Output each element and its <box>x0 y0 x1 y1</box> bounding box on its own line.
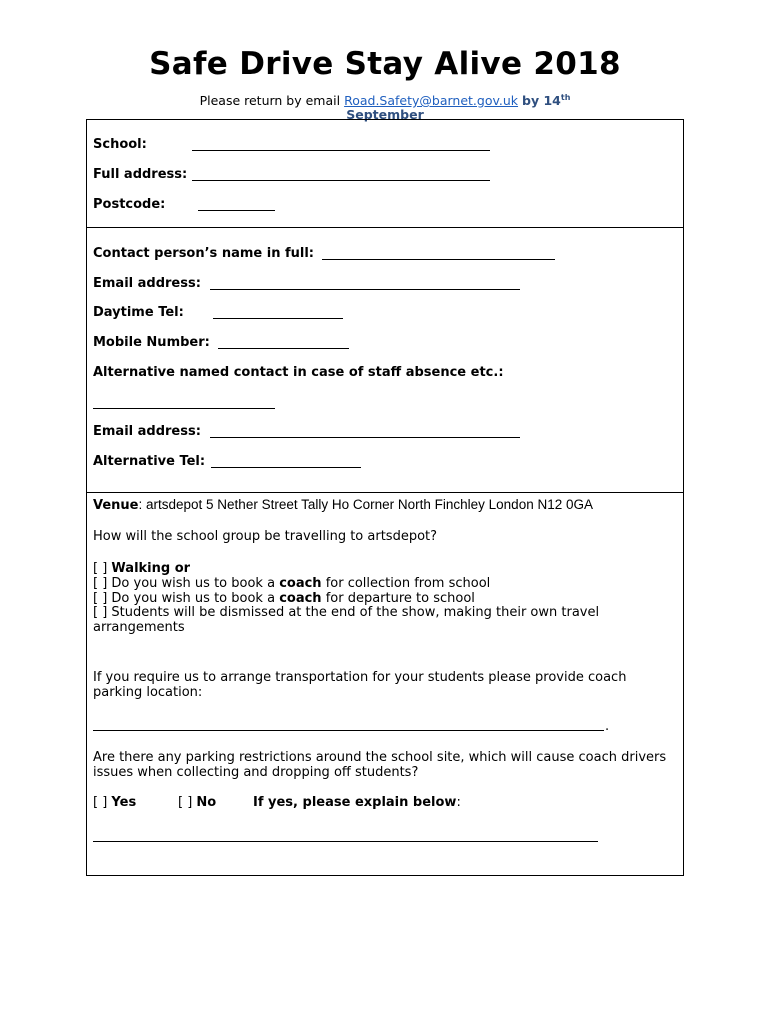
explain-prompt <box>253 795 461 810</box>
checkbox-coach-departure[interactable]: [ ] <box>93 591 108 606</box>
contact-name-input-line[interactable] <box>322 248 555 260</box>
option-coach-departure <box>93 591 475 606</box>
option-coach-departure-post: for departure to school <box>325 591 475 606</box>
alt-tel-label: Alternative Tel: <box>93 454 206 469</box>
school-input-line[interactable] <box>192 139 490 151</box>
postcode-field <box>93 197 165 212</box>
option-walking <box>93 561 190 576</box>
postcode-label: Postcode: <box>93 197 166 212</box>
mobile-input-line[interactable] <box>218 337 349 349</box>
parking-question: Are there any parking restrictions around the school site, which will cause coach drivers issues when collecting and dropping off students? <box>93 750 667 780</box>
option-coach-collection-post: for collection from school <box>325 576 491 591</box>
email-label: Email address: <box>93 276 201 291</box>
no-option <box>178 795 216 810</box>
alt-email-input-line[interactable] <box>210 426 520 438</box>
form-title: Safe Drive Stay Alive 2018 <box>149 46 621 82</box>
option-coach-departure-bold: coach <box>279 591 322 606</box>
option-coach-collection <box>93 576 490 591</box>
transport-note: If you require us to arrange transportation for your students please provide coach parking location: <box>93 670 627 700</box>
mobile-label: Mobile Number: <box>93 335 210 350</box>
option-dismissed-text: Students will be dismissed at the end of the show, making their own travel arrangements <box>93 605 600 635</box>
contact-name-label: Contact person’s name in full: <box>93 246 314 261</box>
address-label: Full address: <box>93 167 188 182</box>
venue-value: : artsdepot 5 Nether Street Tally Ho Corner North Finchley London N12 0GA <box>138 497 593 512</box>
deadline-month: September <box>346 107 424 123</box>
instructions-prefix: Please return by email <box>199 93 341 109</box>
explain-input-line[interactable] <box>93 830 598 842</box>
address-input-line[interactable] <box>192 169 490 181</box>
contact-details-section <box>86 227 684 493</box>
option-coach-collection-bold: coach <box>279 576 322 591</box>
explain-label: If yes, please explain below <box>253 795 457 810</box>
option-coach-departure-text: Do you wish us to book a <box>111 591 276 606</box>
parking-line-period: . <box>605 719 610 734</box>
deadline-text: by 14th <box>522 93 571 109</box>
address-field <box>93 167 187 182</box>
explain-colon: : <box>456 795 461 810</box>
travel-question: How will the school group be travelling to artsdepot? <box>93 529 438 544</box>
school-label: School: <box>93 137 147 152</box>
alt-email-label: Email address: <box>93 424 201 439</box>
alt-tel-input-line[interactable] <box>211 456 361 468</box>
option-walking-label: Walking or <box>111 561 191 576</box>
checkbox-coach-collection[interactable]: [ ] <box>93 576 108 591</box>
yes-option <box>93 795 136 810</box>
checkbox-yes[interactable]: [ ] <box>93 795 108 810</box>
venue-travel-section <box>86 492 684 876</box>
no-label: No <box>196 795 217 810</box>
return-instructions <box>150 91 620 122</box>
daytime-tel-input-line[interactable] <box>213 307 343 319</box>
coach-parking-input-line[interactable] <box>93 719 604 731</box>
school-details-section <box>86 119 684 228</box>
alt-contact-label: Alternative named contact in case of staff absence etc.: <box>93 365 504 380</box>
checkbox-dismissed[interactable]: [ ] <box>93 605 108 620</box>
school-field <box>93 137 147 152</box>
daytime-tel-label: Daytime Tel: <box>93 305 184 320</box>
venue-line <box>93 497 593 513</box>
venue-label: Venue <box>93 498 139 513</box>
email-link[interactable]: Road.Safety@barnet.gov.uk <box>344 93 519 109</box>
checkbox-walking[interactable]: [ ] <box>93 561 108 576</box>
option-dismissed <box>93 606 633 635</box>
option-coach-collection-text: Do you wish us to book a <box>111 576 276 591</box>
postcode-input-line[interactable] <box>198 199 275 211</box>
checkbox-no[interactable]: [ ] <box>178 795 193 810</box>
alt-contact-input-line[interactable] <box>93 397 275 409</box>
email-input-line[interactable] <box>210 278 520 290</box>
yes-label: Yes <box>111 795 137 810</box>
